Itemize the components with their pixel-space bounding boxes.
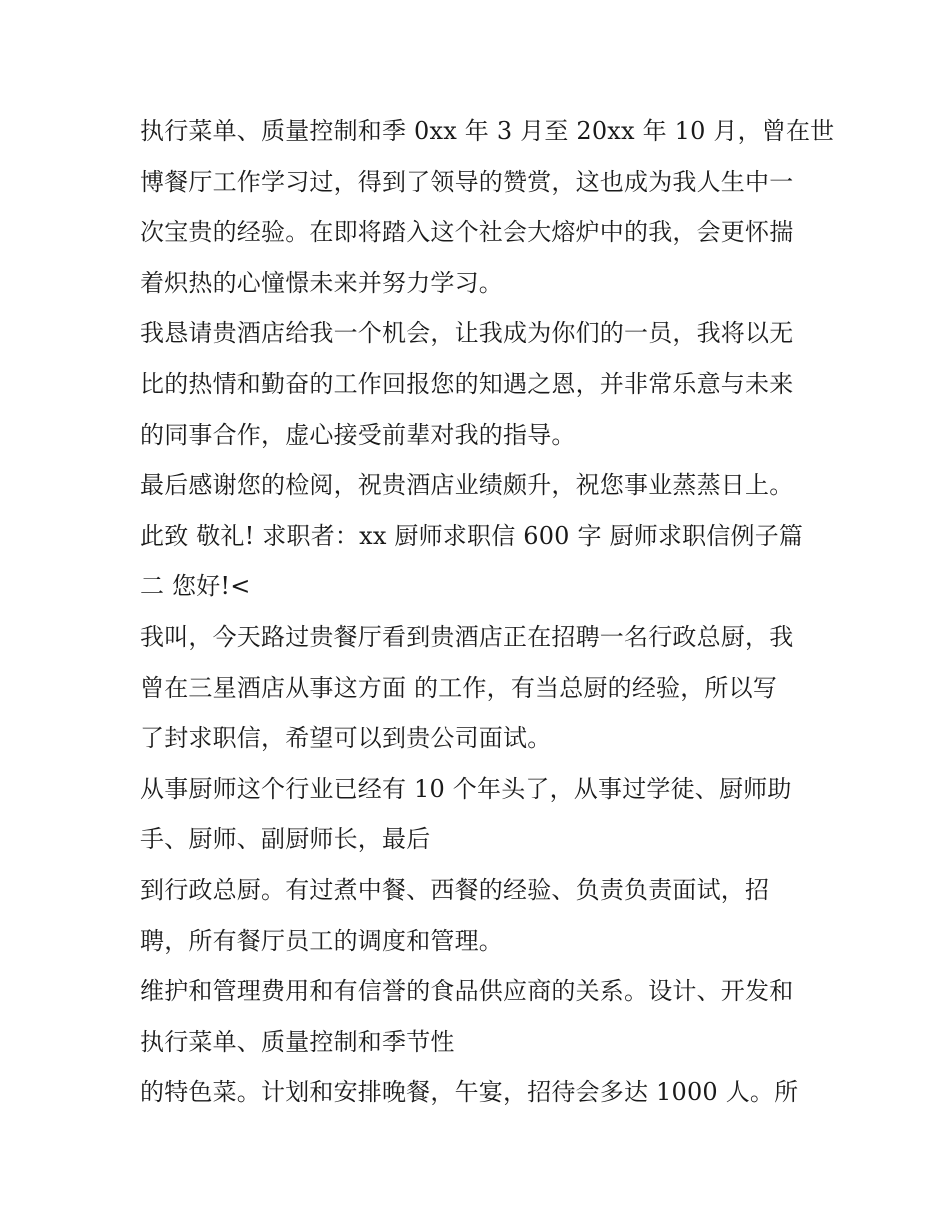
text-line: 的同事合作，虚心接受前辈对我的指导。: [140, 420, 576, 449]
text-line: 我叫，今天路过贵餐厅看到贵酒店正在招聘一名行政总厨，我: [140, 622, 794, 651]
text-line: 着炽热的心憧憬未来并努力学习。: [140, 268, 503, 297]
text-line: 从事厨师这个行业已经有 10 个年头了，从事过学徒、厨师助: [140, 774, 792, 803]
text-line: 了封求职信，希望可以到贵公司面试。: [140, 724, 552, 753]
text-line: 博餐厅工作学习过，得到了领导的赞赏，这也成为我人生中一: [140, 167, 794, 196]
text-line: 曾在三星酒店从事这方面 的工作，有当总厨的经验，所以写: [140, 673, 778, 702]
text-line: 的特色菜。计划和安排晚餐，午宴，招待会多达 1000 人。所: [140, 1078, 799, 1107]
text-line: 执行菜单、质量控制和季节性: [140, 1027, 455, 1056]
document-body: [140, 106, 835, 1118]
text-line: 到行政总厨。有过煮中餐、西餐的经验、负责负责面试，招: [140, 875, 770, 904]
text-line: 次宝贵的经验。在即将踏入这个社会大熔炉中的我，会更怀揣: [140, 218, 794, 247]
text-line: 我恳请贵酒店给我一个机会，让我成为你们的一员，我将以无: [140, 319, 794, 348]
text-line: 比的热情和勤奋的工作回报您的知遇之恩，并非常乐意与未来: [140, 369, 794, 398]
text-line: 聘，所有餐厅员工的调度和管理。: [140, 926, 503, 955]
text-line: 最后感谢您的检阅，祝贵酒店业绩颇升，祝您事业蒸蒸日上。: [140, 471, 794, 500]
text-line: 二 您好!<: [140, 572, 251, 601]
text-line: 维护和管理费用和有信誉的食品供应商的关系。设计、开发和: [140, 977, 794, 1006]
text-line: 手、厨师、副厨师长，最后: [140, 825, 431, 854]
text-line: 执行菜单、质量控制和季 0xx 年 3 月至 20xx 年 10 月，曾在世: [140, 117, 835, 145]
text-line: 此致 敬礼! 求职者：xx 厨师求职信 600 字 厨师求职信例子篇: [140, 521, 804, 550]
